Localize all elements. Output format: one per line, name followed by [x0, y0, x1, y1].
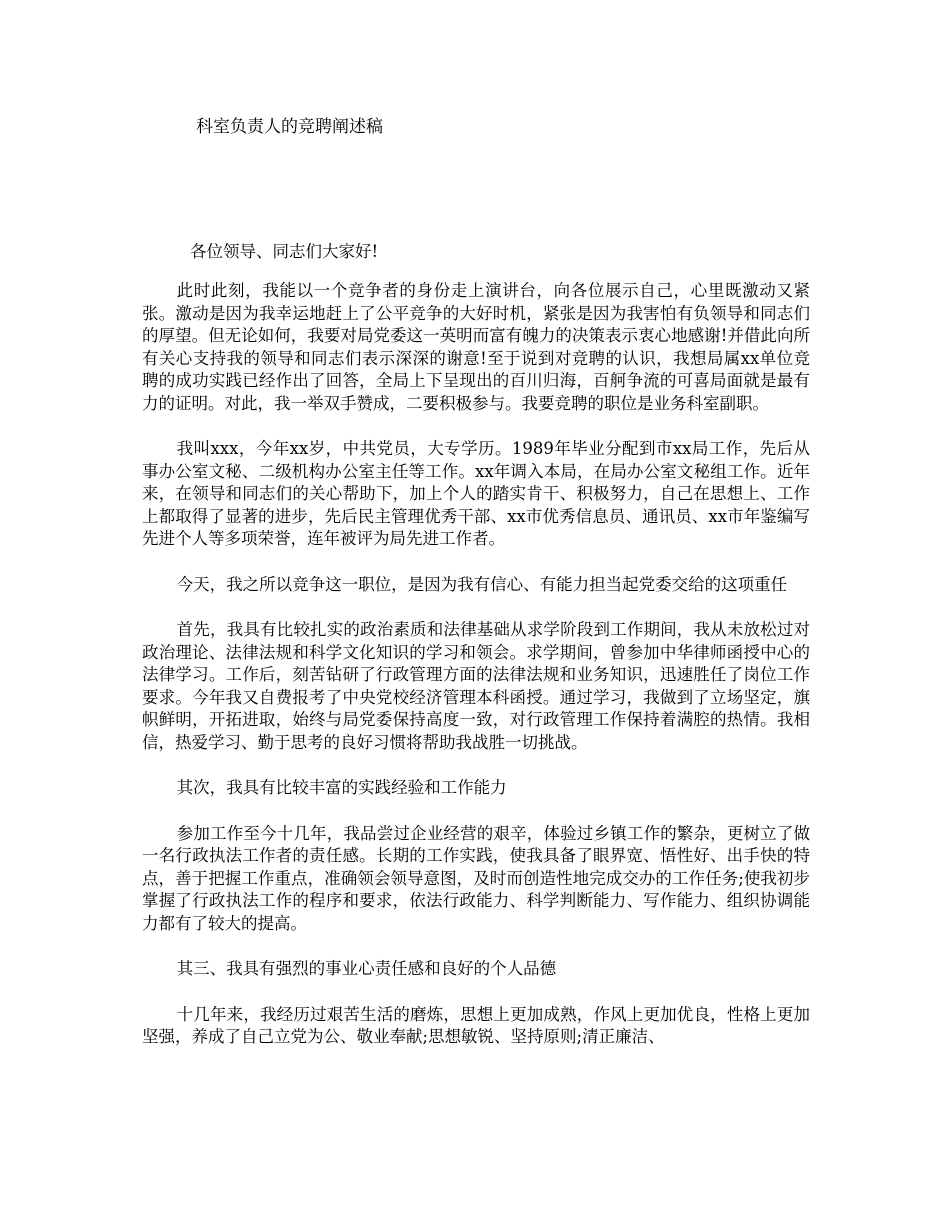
paragraph-3: 今天，我之所以竞争这一职位，是因为我有信心、有能力担当起党委交给的这项重任 [176, 574, 788, 594]
paragraph-1: 此时此刻，我能以一个竞争者的身份走上演讲台，向各位展示自己，心里既激动又紧张。激动是因为我幸运地赶上了公平竞争的大好时机，紧张是因为我害怕有负领导和同志们的厚望。但无论如何，我要对局党委这一英明而富有魄力的决策表示衷心地感谢!并借此向所有关心支持我的领导和同志们表示深深的谢意!至于说到对竞聘的认识，我想局属xx单位竞聘的成功实践已经作出了回答，全局上下呈现出的百川归海，百舸争流的可喜局面就是最有力的证明。对此，我一举双手赞成，二要积极参与。我要竞聘的职位是业务科室副职。 [142, 281, 810, 413]
paragraph-6: 参加工作至今十几年，我品尝过企业经营的艰辛，体验过乡镇工作的繁杂，更树立了做一名行政执法工作者的责任感。长期的工作实践，使我具备了眼界宽、悟性好、出手快的特点，善于把握工作重点，准确领会领导意图，及时而创造性地完成交办的工作任务;使我初步掌握了行政执法工作的程序和要求，依法行政能力、科学判断能力、写作能力、组织协调能力都有了较大的提高。 [142, 823, 810, 933]
paragraph-8: 十几年来，我经历过艰苦生活的磨炼，思想上更加成熟，作风上更加优良，性格上更加坚强，养成了自己立党为公、敬业奉献;思想敏锐、坚持原则;清正廉洁、 [142, 1004, 810, 1046]
greeting-line: 各位领导、同志们大家好! [190, 242, 379, 261]
paragraph-5: 其次，我具有比较丰富的实践经验和工作能力 [176, 778, 507, 797]
document-body [142, 280, 810, 1072]
paragraph-7: 其三、我具有强烈的事业心责任感和良好的个人品德 [176, 959, 557, 978]
paragraph-4: 首先，我具有比较扎实的政治素质和法律基础从求学阶段到工作期间，我从未放松过对政治理论、法律法规和科学文化知识的学习和领会。求学期间，曾参加中华律师函授中心的法律学习。工作后，刻苦钻研了行政管理方面的法律法规和业务知识，迅速胜任了岗位工作要求。今年我又自费报考了中央党校经济管理本科函授。通过学习，我做到了立场坚定，旗帜鲜明，开拓进取，始终与局党委保持高度一致，对行政管理工作保持着满腔的热情。我相信，热爱学习、勤于思考的良好习惯将帮助我战胜一切挑战。 [142, 620, 810, 752]
document-title: 科室负责人的竞聘阐述稿 [196, 117, 383, 137]
paragraph-2: 我叫xxx，今年xx岁，中共党员，大专学历。1989年毕业分配到市xx局工作，先后从事办公室文秘、二级机构办公室主任等工作。xx年调入本局，在局办公室文秘组工作。近年来，在领导和同志们的关心帮助下，加上个人的踏实肯干、积极努力，自己在思想上、工作上都取得了显著的进步，先后民主管理优秀干部、xx市优秀信息员、通讯员、xx市年鉴编写先进个人等多项荣誉，连年被评为局先进工作者。 [142, 439, 810, 548]
